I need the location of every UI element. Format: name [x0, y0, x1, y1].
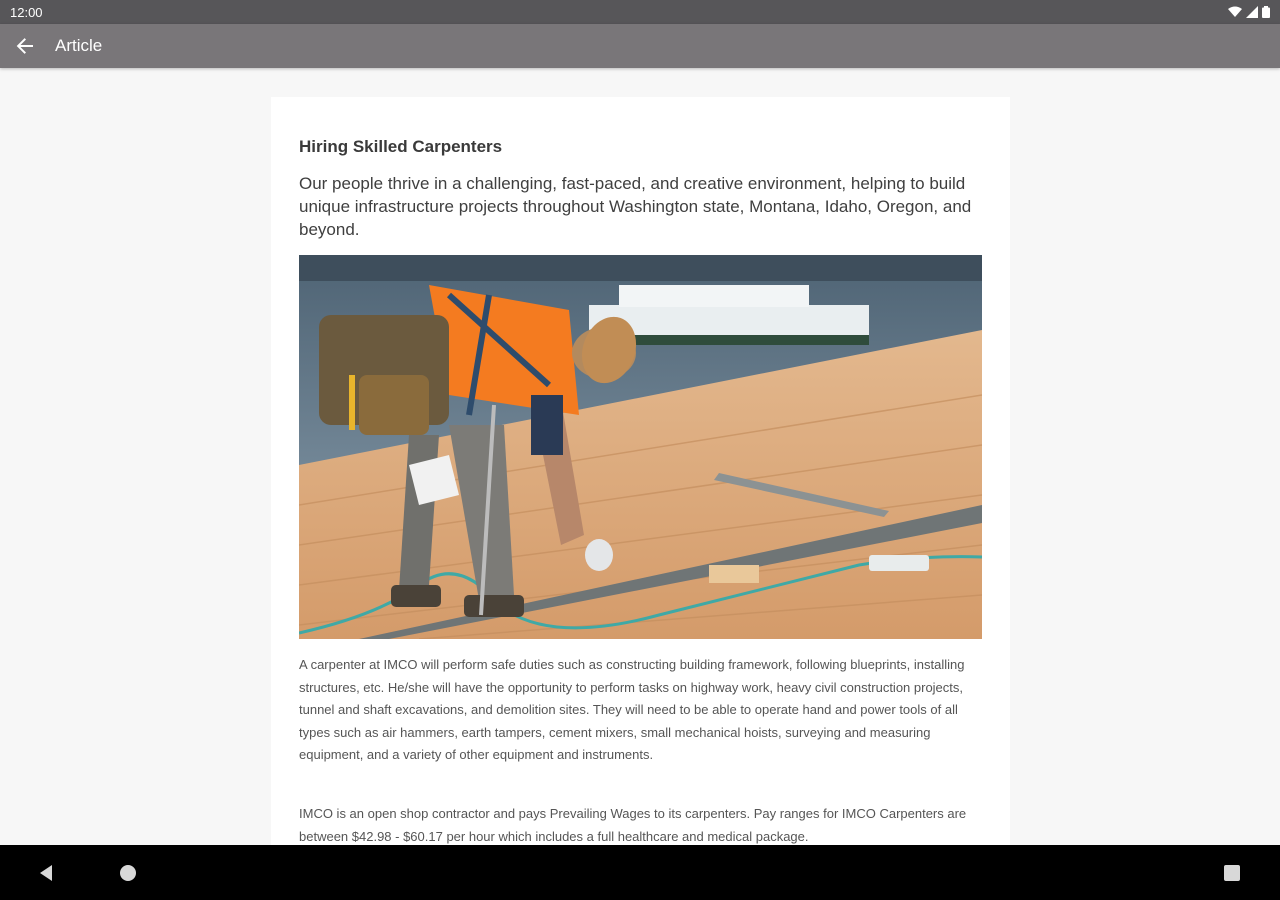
status-bar [0, 0, 1280, 24]
status-icons [1228, 6, 1270, 18]
carpenter-photo [299, 255, 982, 639]
article-paragraph-2: IMCO is an open shop contractor and pays Prevailing Wages to its carpenters. Pay ranges for IMCO Carpenters are between $42.98 - $60.17 per hour which includes a full healthcare and medical package. [299, 806, 967, 844]
app-title: Article [55, 36, 103, 55]
article-card [271, 97, 1010, 845]
article-intro: Our people thrive in a challenging, fast-paced, and creative environment, helping to build unique infrastructure projects throughout Washington state, Montana, Idaho, Oregon, and beyond. [299, 174, 972, 239]
wifi-icon [1228, 6, 1242, 18]
signal-icon [1246, 6, 1258, 18]
back-triangle-icon [34, 861, 58, 885]
arrow-back-icon [16, 37, 34, 55]
app-bar [0, 24, 1280, 68]
battery-icon [1262, 6, 1270, 18]
back-button[interactable] [0, 24, 50, 68]
nav-recents-button[interactable] [1220, 861, 1244, 890]
article-paragraph-1: A carpenter at IMCO will perform safe duties such as constructing building framework, following blueprints, installing structures, etc. He/she will have the opportunity to perform tasks on highway work, heavy civil construction projects, tunnel and shaft excavations, and demolition sites. They will need to be able to operate hand and power tools of all types such as air hammers, earth tampers, cement mixers, small mechanical hoists, surveying and measuring equipment, and a variety of other equipment and instruments. [299, 657, 965, 762]
nav-back-button[interactable] [34, 861, 58, 890]
recents-square-icon [1220, 861, 1244, 885]
navigation-bar [0, 845, 1280, 900]
status-time: 12:00 [10, 4, 43, 20]
article-scroll-area[interactable] [0, 68, 1280, 845]
article-heading: Hiring Skilled Carpenters [299, 137, 503, 156]
home-circle-icon [116, 861, 140, 885]
nav-home-button[interactable] [116, 861, 140, 890]
